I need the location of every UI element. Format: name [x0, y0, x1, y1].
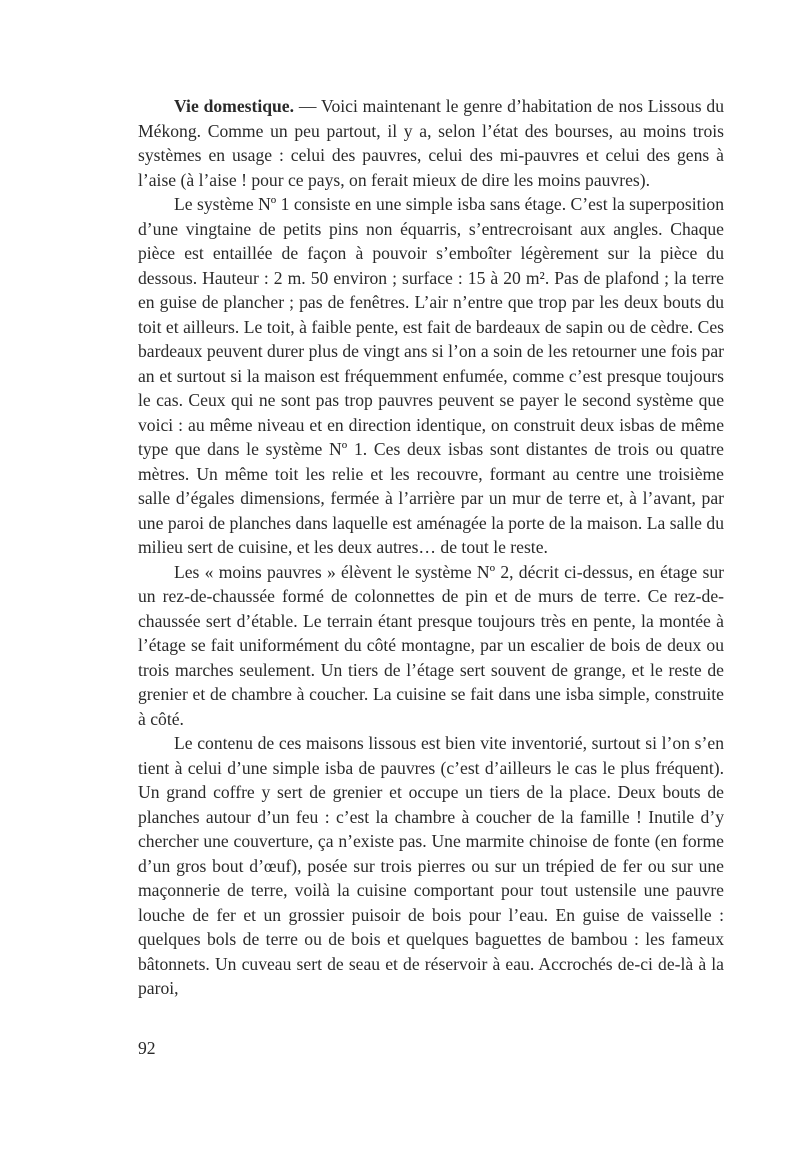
paragraph-text: — Voici maintenant le genre d’habitation de nos Lissous du Mékong. Comme un peu partout, il y a, selon l’état des bourses, au moins trois systèmes en usage : celui des pauvres, celui des mi-pauvres et celui des gens à l’aise (à l’aise ! pour ce pays, on ferait mieux de dire les moins pauvres).: [138, 96, 724, 190]
paragraph-vie-domestique: [138, 94, 724, 192]
paragraph-systeme-1: Le système Nº 1 consiste en une simple isba sans étage. C’est la superposition d’une vingtaine de petits pins non équarris, s’entrecroisant aux angles. Chaque pièce est entaillée de façon à pouvoir s’emboîter légèrement sur la pièce du dessous. Hauteur : 2 m. 50 environ ; surface : 15 à 20 m². Pas de plafond ; la terre en guise de plancher ; pas de fenêtres. L’air n’entre que trop par les deux bouts du toit et ailleurs. Le toit, à faible pente, est fait de bardeaux de sapin ou de cèdre. Ces bardeaux peuvent durer plus de vingt ans si l’on a soin de les retourner une fois par an et surtout si la maison est fréquemment enfumée, comme c’est presque toujours le cas. Ceux qui ne sont pas trop pauvres peuvent se payer le second système que voici : au même niveau et en direction identique, on construit deux isbas de même type que dans le système Nº 1. Ces deux isbas sont distantes de trois ou quatre mètres. Un même toit les relie et les recouvre, formant au centre une troisième salle d’égales dimensions, fermée à l’arrière par un mur de terre et, à l’avant, par une paroi de planches dans laquelle est aménagée la porte de la maison. La salle du milieu sert de cuisine, et les deux autres… de tout le reste.: [138, 194, 724, 557]
page-number: 92: [138, 1038, 156, 1058]
paragraph-moins-pauvres: Les « moins pauvres » élèvent le système Nº 2, décrit ci-dessus, en étage sur un rez-de-chaussée formé de colonnettes de pin et de murs de terre. Ce rez-de-chaussée sert d’étable. Le terrain étant presque toujours très en pente, la montée à l’étage se fait uniformément du côté montagne, par un escalier de bois de deux ou trois marches seulement. Un tiers de l’étage sert souvent de grange, et le reste de grenier et de chambre à coucher. La cuisine se fait dans une isba simple, construite à côté.: [138, 561, 724, 729]
paragraph-contenu: Le contenu de ces maisons lissous est bien vite inventorié, surtout si l’on s’en tient à celui d’une simple isba de pauvres (c’est d’ailleurs le cas le plus fréquent). Un grand coffre y sert de grenier et occupe un tiers de la place. Deux bouts de planches autour d’un feu : c’est la chambre à coucher de la famille ! Inutile d’y chercher une couverture, ça n’existe pas. Une marmite chinoise de fonte (en forme d’un gros bout d’œuf), posée sur trois pierres ou sur un trépied de fer ou sur une maçonnerie de terre, voilà la cuisine comportant pour tout ustensile une pauvre louche de fer et un grossier puisoir de bois pour l’eau. En guise de vaisselle : quelques bols de terre ou de bois et quelques baguettes de bambou : les fameux bâtonnets. Un cuveau sert de seau et de réservoir à eau. Accrochés de-ci de-là à la paroi,: [138, 733, 724, 998]
section-heading: Vie domestique.: [174, 96, 295, 116]
body-text: [138, 94, 724, 1001]
